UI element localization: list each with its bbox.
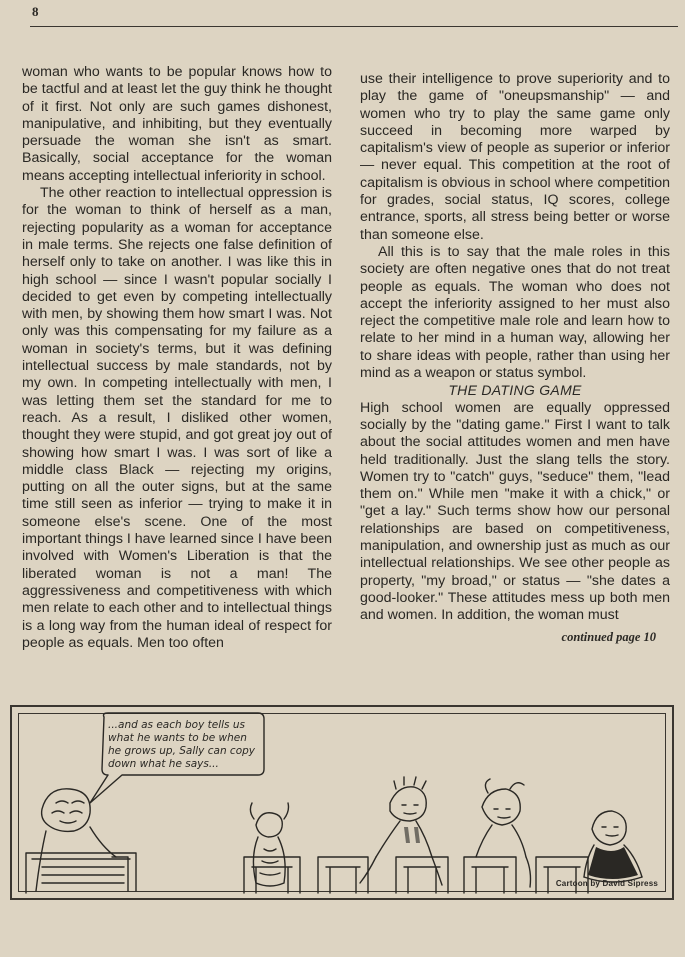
student-desk-4 — [464, 857, 516, 893]
section-paragraph: High school women are equally oppressed socially by the "dating game." First I want to talk about the social attitudes women and men have held traditionally. Just the slang tells the story. Women try to "catch" guys, "seduce" them, "lead them on." While men "make it with a chick," or "get a lay." Such terms show how our personal relationships are based on competitiveness, manipulation, and ownership just as much as our intellectual relationships. We see other people as property, "my broad," or status — "she dates a good-looker." These attitudes mess up both men and women. In addition, the woman must — [360, 399, 670, 624]
teacher-desk — [26, 853, 136, 893]
teacher-figure — [42, 789, 91, 832]
right-column — [360, 71, 670, 646]
student-desk-3 — [396, 857, 448, 893]
cartoon-credit: Cartoon by David Sipress — [555, 879, 658, 888]
section-heading: THE DATING GAME — [448, 382, 582, 399]
speech-balloon-text: ...and as each boy tells us what he wants to be when he grows up, Sally can copy down what he says... — [108, 719, 256, 770]
left-paragraph-2: The other reaction to intellectual oppression is for the woman to think of herself as a man, rejecting popularity as a woman for acceptance in male terms. She rejects one false definition of herself only to take on another. I was like this in high school — since I wasn't popular socially I decided to get even by competing intellectually with men, by showing them how smart I was. Not only was this compensating for my failure as a woman in society's terms, but it was defining intellectual success by male standards, not by my own. In competing intellectually with men, I was letting them set the standard for me to reach. As a result, I disliked other women, thought they were stupid, and got great joy out of showing how smart I was. I was sort of like a middle class Black — rejecting my origins, putting on all the outer signs, but at the same time still seen as inferior — trying to make it in someone else's scene. One of the most important things I have learned since I have been involved with Women's Liberation is that the liberated woman is not a man! The aggressiveness and competitiveness with which men relate to each other and to intellectual things is a long way from the human ideal of respect for people as equals. Men too often — [22, 185, 332, 651]
left-column — [22, 64, 332, 652]
left-paragraph-1: woman who wants to be popular knows how to be tactful and at least let the guy think he thought of it first. Not only are such games dishonest, manipulative, and inhibiting, but they eventually persuade the woman she isn't as smart. Basically, social acceptance for the woman means accepting intellectual inferiority in school. — [22, 64, 332, 184]
right-paragraph-1: use their intelligence to prove superiority and to play the game of "oneupsmanship" — and women who try to play the same game only succeed in becoming more warped by capitalism's view of people as superior or inferior — never equal. This competition at the root of capitalism is obvious in school where competition for grades, social status, IQ scores, college entrance, sports, all stress being better or worse than someone else. — [360, 71, 670, 243]
right-paragraph-2: All this is to say that the male roles in this society are often negative ones that do not treat people as equals. The woman who does not accept the inferiority assigned to her must also reject the competitive male role and learn how to relate to her mind in a human way, allowing her to share ideas with people, rather than using her mind as a weapon or status symbol. — [360, 243, 670, 382]
header-rule — [30, 26, 678, 27]
continued-note: continued page 10 — [561, 629, 656, 644]
student-boy-1-shirt-hatch — [404, 827, 420, 843]
student-desk-2 — [318, 857, 368, 893]
student-boy-2 — [476, 779, 531, 887]
cartoon-box — [10, 705, 674, 900]
page-number: 8 — [32, 4, 39, 19]
student-boy-1 — [360, 777, 442, 885]
